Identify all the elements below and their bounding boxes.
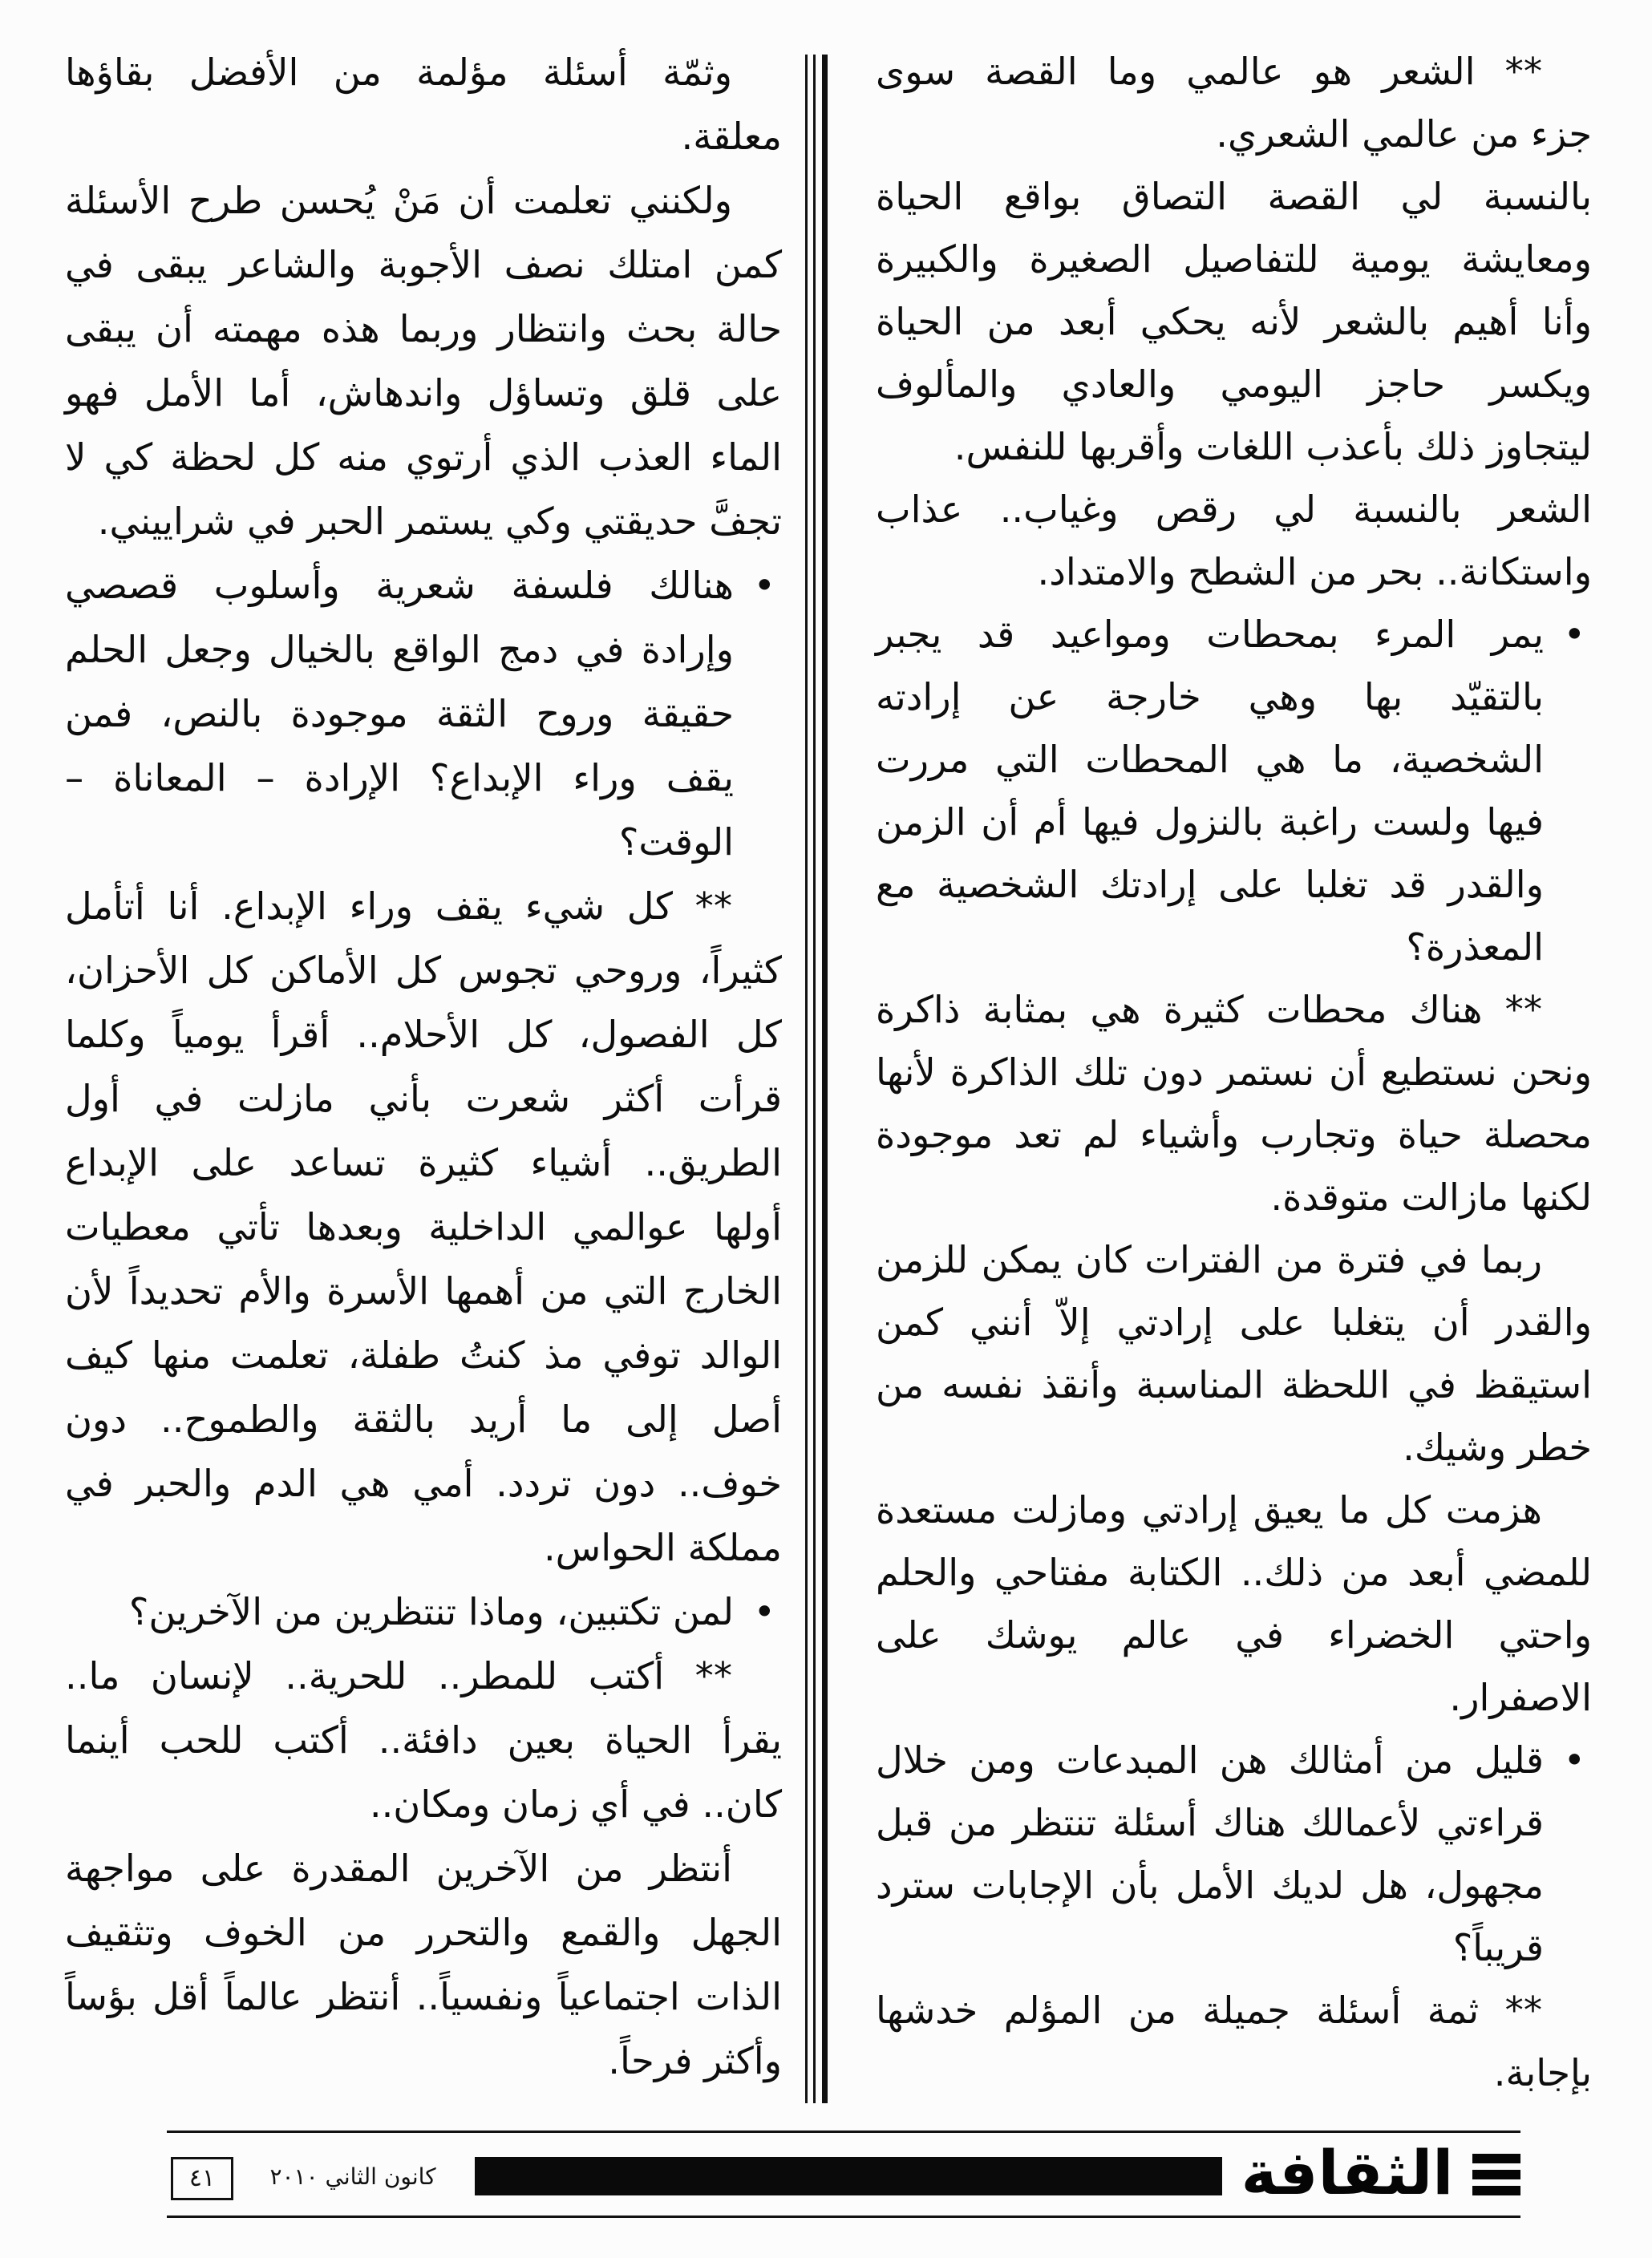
text-line: على قلق وتساؤل واندهاش، أما الأمل فهو [65, 371, 782, 415]
text-line: ويكسر حاجز اليومي والعادي والمألوف [876, 362, 1592, 406]
bullet-paragraph [876, 603, 1592, 978]
logo-stripe [1472, 2154, 1520, 2163]
column-divider-line [822, 55, 828, 2103]
line-text: لمن تكتبين، وماذا تنتظرين من الآخرين؟ [128, 1590, 734, 1633]
text-line: بالنسبة لي القصة التصاق بواقع الحياة [876, 175, 1592, 218]
magazine-logo: الثقافة [1241, 2137, 1454, 2208]
bullet-icon: • [753, 564, 775, 607]
text-line: ** هناك محطات كثيرة هي بمثابة ذاكرة [876, 988, 1542, 1031]
text-line: الاصفرار. [1449, 1676, 1592, 1719]
text-line: أنتظر من الآخرين المقدرة على مواجهة [65, 1847, 732, 1890]
text-line: كثيراً، وروحي تجوس كل الأماكن كل الأحزان، [65, 949, 782, 992]
text-line: الذات اجتماعياً ونفسياً.. أنتظر عالماً أقل بؤساً [65, 1975, 782, 2018]
text-line: وثمّة أسئلة مؤلمة من الأفضل بقاؤها [65, 51, 732, 94]
text-line: حالة بحث وانتظار وربما هذه مهمته أن يبقى [65, 307, 782, 350]
text-line: ** كل شيء يقف وراء الإبداع. أنا أتأمل [65, 884, 732, 928]
text-line [876, 603, 1592, 666]
text-line: فيها ولست راغبة بالنزول فيها أم أن الزمن [876, 800, 1544, 844]
text-line: واستكانة.. بحر من الشطح والامتداد. [1037, 550, 1592, 593]
text-line: ** أكتب للمطر.. للحرية.. لإنسان ما.. [65, 1654, 732, 1698]
line-text: يمر المرء بمحطات ومواعيد قد يجبر [876, 613, 1544, 656]
text-line: والقدر قد تغلبا على إرادتك الشخصية مع [876, 863, 1544, 906]
text-line: ولكنني تعلمت أن مَنْ يُحسن طرح الأسئلة [65, 179, 732, 222]
text-line: حقيقة وروح الثقة موجودة بالنص، فمن [65, 692, 734, 735]
text-line: أولها عوالمي الداخلية وبعدها تأتي معطيات [65, 1205, 782, 1248]
paragraph [876, 1228, 1592, 1479]
paragraph [876, 40, 1592, 165]
paragraph [876, 1479, 1592, 1729]
page-number: ٤١ [171, 2157, 233, 2200]
paragraph [65, 40, 782, 168]
text-line: الشعر بالنسبة لي رقص وغياب.. عذاب [876, 488, 1592, 531]
paragraph [65, 168, 782, 553]
footer-rule-bottom [167, 2216, 1520, 2218]
text-line: يقرأ الحياة بعين دافئة.. أكتب للحب أينما [65, 1718, 782, 1762]
text-line: معلقة. [681, 115, 782, 158]
text-line: ربما في فترة من الفترات كان يمكن للزمن [876, 1238, 1542, 1281]
paragraph [65, 1836, 782, 2093]
left-column [65, 40, 782, 2093]
text-line: لكنها مازالت متوقدة. [1270, 1176, 1592, 1219]
text-line: واحتي الخضراء في عالم يوشك على [876, 1613, 1592, 1657]
column-divider-line [813, 55, 816, 2103]
text-line: الماء العذب الذي أرتوي منه كل لحظة كي لا [65, 435, 782, 479]
line-text: هنالك فلسفة شعرية وأسلوب قصصي [65, 564, 734, 607]
text-line: ** ثمة أسئلة جميلة من المؤلم خدشها [876, 1989, 1542, 2032]
text-line: خوف.. دون تردد. أمي هي الدم والحبر في [65, 1462, 782, 1505]
right-column [876, 40, 1592, 2104]
paragraph [876, 165, 1592, 478]
text-line: بالتقيّد بها وهي خارجة عن إرادته [876, 675, 1544, 718]
text-line: الطريق.. أشياء كثيرة تساعد على الإبداع [65, 1141, 782, 1184]
text-line: استيقظ في اللحظة المناسبة وأنقذ نفسه من [876, 1363, 1592, 1406]
text-line: قراءتي لأعمالك هناك أسئلة تنتظر من قبل [876, 1801, 1544, 1844]
text-line: قريباً؟ [1452, 1926, 1544, 1969]
text-line: ونحن نستطيع أن نستمر دون تلك الذاكرة لأنها [876, 1050, 1592, 1094]
bullet-icon: • [1563, 1738, 1585, 1782]
text-line: جزء من عالمي الشعري. [1216, 112, 1592, 156]
text-line: الوالد توفي مذ كنتُ طفلة، تعلمت منها كيف [65, 1333, 782, 1377]
text-line: ليتجاوز ذلك بأعذب اللغات وأقربها للنفس. [954, 425, 1592, 468]
issue-date: كانون الثاني ٢٠١٠ [269, 2163, 436, 2190]
paragraph [876, 978, 1592, 1228]
text-line: للمضي أبعد من ذلك.. الكتابة مفتاحي والحلم [876, 1551, 1592, 1594]
bullet-paragraph [65, 553, 782, 874]
logo-stripe [1472, 2186, 1520, 2195]
text-line: الخارج التي من أهمها الأسرة والأم تحديداً لأن [65, 1269, 782, 1313]
footer-black-bar [475, 2157, 1222, 2195]
text-line: كان.. في أي زمان ومكان.. [369, 1783, 782, 1826]
text-line: يقف وراء الإبداع؟ الإرادة – المعاناة – [65, 756, 734, 799]
paragraph [65, 1644, 782, 1836]
text-line: مجهول، هل لديك الأمل بأن الإجابات سترد [876, 1863, 1544, 1907]
bullet-icon: • [753, 1590, 775, 1633]
logo-stripe [1472, 2170, 1520, 2179]
column-divider-line [805, 55, 808, 2103]
text-line: وإرادة في دمج الواقع بالخيال وجعل الحلم [65, 628, 734, 671]
text-line: هزمت كل ما يعيق إرادتي ومازلت مستعدة [876, 1488, 1542, 1532]
text-line: الجهل والقمع والتحرر من الخوف وتثقيف [65, 1911, 782, 1954]
paragraph [876, 478, 1592, 603]
text-line: والقدر أن يتغلبا على إرادتي إلاّ أنني كمن [876, 1301, 1592, 1344]
text-line [65, 553, 782, 617]
text-line: الوقت؟ [618, 820, 734, 864]
text-line: ومعايشة يومية للتفاصيل الصغيرة والكبيرة [876, 237, 1592, 281]
text-line: بإجابة. [1493, 2051, 1592, 2094]
text-line: المعذرة؟ [1406, 925, 1544, 969]
paragraph [876, 1979, 1592, 2104]
text-line: تجفَّ حديقتي وكي يستمر الحبر في شراييني. [97, 500, 782, 543]
text-line: الشخصية، ما هي المحطات التي مررت [876, 738, 1544, 781]
text-line: خطر وشيك. [1403, 1426, 1592, 1469]
line-text: قليل من أمثالك هن المبدعات ومن خلال [876, 1738, 1544, 1782]
text-line [876, 1729, 1592, 1791]
bullet-paragraph [876, 1729, 1592, 1979]
text-line: وأنا أهيم بالشعر لأنه يحكي أبعد من الحياة [876, 300, 1592, 343]
text-line [65, 1580, 782, 1644]
text-line: كمن امتلك نصف الأجوبة والشاعر يبقى في [65, 243, 782, 286]
text-line: أصل إلى ما أريد بالثقة والطموح.. دون [65, 1398, 782, 1441]
text-line: كل الفصول، كل الأحلام.. أقرأ يومياً وكلما [65, 1013, 782, 1056]
text-line: وأكثر فرحاً. [608, 2039, 782, 2082]
text-line: قرأت أكثر شعرت بأني مازلت في أول [65, 1077, 782, 1120]
text-line: ** الشعر هو عالمي وما القصة سوى [876, 50, 1542, 93]
paragraph [65, 874, 782, 1580]
bullet-paragraph [65, 1580, 782, 1644]
text-line: مملكة الحواس. [543, 1526, 782, 1569]
text-line: محصلة حياة وتجارب وأشياء لم تعد موجودة [876, 1113, 1592, 1156]
bullet-icon: • [1563, 613, 1585, 656]
